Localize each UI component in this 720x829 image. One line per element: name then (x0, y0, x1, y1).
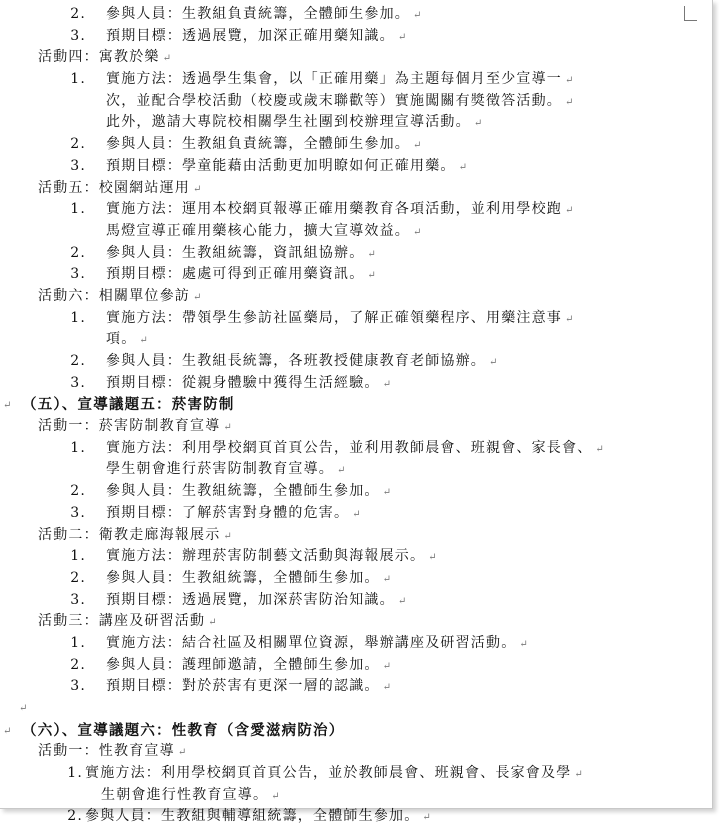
paragraph-mark: ↵ (397, 595, 407, 607)
paragraph-mark: ↵ (208, 617, 217, 629)
list-item-text (106, 91, 573, 114)
activity-title (38, 47, 171, 70)
list-item (0, 676, 712, 698)
activity-heading (0, 741, 712, 763)
paragraph-mark: ↵ (595, 443, 604, 455)
activity-title (38, 741, 186, 764)
list-item (0, 243, 712, 265)
paragraph-mark: ↵ (193, 183, 202, 195)
list-item-text-run: 實施方法：辦理菸害防制藝文活動與海報展示。 (106, 548, 426, 565)
list-item-text-run: 參與人員：生教組統籌，資訊組協辦。 (106, 244, 365, 261)
activity-heading (0, 416, 712, 438)
paragraph-mark: ↵ (574, 769, 583, 781)
list-item (0, 199, 712, 221)
list-item-text (106, 26, 406, 49)
activity-heading (0, 286, 712, 308)
list-item-text-run: 預期目標：學童能藉由活動更加明瞭如何正確用藥。 (106, 157, 456, 174)
activity-heading (0, 525, 712, 547)
list-item (0, 503, 712, 525)
list-item-text (106, 655, 391, 678)
list-item-text-run: 預期目標：處處可得到正確用藥資訊。 (106, 266, 365, 283)
list-item-number: 2. (70, 483, 86, 500)
list-item (0, 4, 712, 26)
section-heading (0, 394, 712, 416)
list-item-text (106, 308, 573, 331)
list-item (0, 568, 712, 590)
list-item-text (106, 199, 573, 222)
paragraph-mark: ↵ (565, 96, 574, 108)
paragraph-mark: ↵ (223, 530, 232, 542)
list-item-text-run: 參與人員：生教組統籌，全體師生參加。 (106, 483, 380, 500)
paragraph-mark: ↵ (382, 682, 391, 694)
list-item-text (106, 243, 376, 266)
list-item-text-run: 預期目標：透過展覽，加深菸害防治知識。 (106, 591, 395, 608)
list-item-number: 1. (70, 548, 86, 565)
list-item-text (106, 676, 391, 699)
activity-title (38, 416, 232, 439)
list-item-number: 2. (70, 353, 86, 369)
list-item-number: 2. (70, 6, 86, 22)
activity-title (38, 178, 201, 201)
list-item (0, 438, 712, 460)
list-item-number: 2. (70, 244, 86, 261)
activity-title (38, 525, 232, 548)
list-item-text (106, 351, 497, 374)
list-item-text-run: 實施方法：透過學生集會，以「正確用藥」為主題每個月至少宣導一 (106, 71, 562, 88)
list-item (0, 351, 712, 373)
activity-title (38, 611, 217, 634)
list-item-text-run: 馬燈宣導正確用藥核心能力，擴大宣導效益。 (106, 222, 410, 239)
list-item-number: 2. (70, 569, 86, 586)
list-item (0, 308, 712, 330)
list-item-text (106, 112, 482, 135)
activity-title-text: 活動六：相關單位參訪 (38, 287, 190, 304)
list-item-number: 1. (70, 71, 86, 88)
list-item-text-run: 參與人員：生教組與輔導組統籌，全體師生參加。 (85, 808, 420, 825)
paragraph-mark: ↵ (422, 812, 431, 824)
list-item-text (106, 481, 391, 504)
paragraph-mark: ↵ (565, 313, 574, 325)
list-item-text (101, 785, 280, 808)
section-heading-text: （五）、宣導議題五：菸害防制 (22, 396, 235, 414)
paragraph-mark: ↵ (397, 31, 407, 43)
activity-title-text: 活動一：菸害防制教育宣導 (38, 418, 221, 435)
list-item-number: 3. (70, 591, 86, 608)
paragraph-mark: ↵ (565, 205, 574, 217)
list-item-continuation (0, 91, 712, 113)
list-item-continuation (0, 785, 712, 807)
list-item-number: 3. (70, 27, 86, 44)
paragraph-mark: ↵ (162, 53, 171, 65)
list-item-text-run: 參與人員：護理師邀請，全體師生參加。 (106, 656, 380, 673)
list-item-number: 2. (70, 656, 86, 673)
paragraph-mark: ↵ (413, 226, 422, 238)
list-item-text (85, 806, 431, 829)
list-item-continuation (0, 459, 712, 481)
paragraph-mark: ↵ (382, 378, 391, 390)
paragraph-mark: ↵ (139, 335, 148, 347)
document-body (0, 4, 712, 828)
list-item-continuation (0, 221, 712, 243)
list-item-text-run: 參與人員：生教組負責統籌，全體師生參加。 (106, 6, 410, 22)
activity-title-text: 活動二：衛教走廊海報展示 (38, 526, 221, 543)
activity-title-text: 活動四：寓教於樂 (38, 49, 160, 66)
paragraph-mark: ↵ (413, 140, 422, 152)
paragraph-mark: ↵ (413, 10, 422, 21)
list-item (0, 264, 712, 286)
list-item-text (106, 156, 467, 179)
paragraph-mark: ↵ (367, 248, 376, 260)
list-item-text-run: 參與人員：生教組統籌，全體師生參加。 (106, 569, 380, 586)
list-item-number: 1. (70, 439, 86, 456)
list-item-number: 2. (70, 136, 86, 153)
list-item-number: 1. (67, 765, 83, 782)
list-item-number: 1. (70, 634, 86, 651)
list-item-text (106, 329, 148, 352)
list-item (0, 26, 712, 48)
paragraph-mark: ↵ (3, 400, 12, 412)
paragraph-mark: ↵ (565, 75, 574, 87)
paragraph-mark: ↵ (337, 465, 346, 477)
list-item (0, 633, 712, 655)
activity-heading (0, 611, 712, 633)
list-item (0, 806, 712, 828)
list-item (0, 373, 712, 395)
paragraph-mark: ↵ (519, 638, 528, 650)
paragraph-mark: ↵ (382, 573, 391, 585)
paragraph-mark: ↵ (428, 552, 437, 564)
list-item-text (106, 590, 406, 613)
list-item (0, 156, 712, 178)
paragraph-mark: ↵ (271, 790, 280, 802)
blank-paragraph (0, 698, 712, 720)
list-item-text (106, 546, 437, 569)
paragraph-mark: ↵ (223, 422, 232, 434)
list-item-text (106, 459, 345, 482)
activity-heading (0, 178, 712, 200)
paragraph-mark: ↵ (367, 270, 376, 282)
list-item (0, 134, 712, 156)
paragraph-mark: ↵ (19, 703, 28, 714)
activity-title-text: 活動三：講座及研習活動 (38, 613, 206, 630)
list-item-text (106, 134, 421, 157)
list-item-number: 3. (70, 157, 86, 174)
paragraph-mark: ↵ (3, 725, 12, 737)
list-item-text-run: 次，並配合學校活動（校慶或歲末聯歡等）實施闖關有獎徵答活動。 (106, 92, 562, 109)
list-item-text-run: 實施方法：利用學校網頁首頁公告，並利用教師晨會、班親會、家長會、 (106, 439, 593, 456)
paragraph-mark: ↵ (352, 508, 361, 520)
list-item (0, 590, 712, 612)
list-item-number: 3. (70, 678, 86, 695)
paragraph-mark: ↵ (382, 660, 391, 672)
list-item (0, 655, 712, 677)
list-item-text (106, 69, 573, 92)
activity-title-text: 活動一：性教育宣導 (38, 743, 175, 760)
list-item (0, 546, 712, 568)
list-item-text (106, 633, 528, 656)
list-item-continuation (0, 112, 712, 134)
list-item-number: 1. (70, 201, 86, 218)
activity-title-text: 活動五：校園網站運用 (38, 179, 190, 196)
list-item-text-run: 預期目標：了解菸害對身體的危害。 (106, 504, 350, 521)
list-item-text-run: 參與人員：生教組負責統籌，全體師生參加。 (106, 136, 410, 153)
list-item-text (85, 763, 583, 786)
list-item (0, 69, 712, 91)
list-item-text-run: 預期目標：對於菸害有更深一層的認識。 (106, 678, 380, 695)
list-item-text (106, 221, 421, 244)
list-item-text-run: 學生朝會進行菸害防制教育宣導。 (106, 461, 334, 478)
paragraph-mark: ↵ (489, 357, 498, 368)
list-item-number: 1. (70, 309, 86, 326)
paragraph-mark: ↵ (382, 487, 391, 499)
list-item-text (106, 568, 391, 591)
list-item-text-run: 實施方法：利用學校網頁首頁公告，並於教師晨會、班親會、長家會及學 (85, 765, 572, 782)
list-item-text-run: 生朝會進行性教育宣導。 (101, 786, 269, 803)
list-item-text (106, 373, 391, 396)
list-item-text-run: 預期目標：透過展覽，加深正確用藥知識。 (106, 27, 395, 44)
list-item-text-run: 參與人員：生教組長統籌，各班教授健康教育老師協辦。 (106, 353, 486, 369)
list-item (0, 481, 712, 503)
list-item-text-run: 預期目標：從親身體驗中獲得生活經驗。 (106, 374, 380, 391)
list-item-number: 2. (67, 808, 83, 825)
section-heading (0, 720, 712, 742)
list-item-text (106, 503, 361, 526)
list-item-text (106, 264, 376, 287)
list-item-text-run: 實施方法：帶領學生參訪社區藥局，了解正確領藥程序、用藥注意事 (106, 309, 562, 326)
list-item (0, 763, 712, 785)
activity-heading (0, 47, 712, 69)
paragraph-mark: ↵ (458, 161, 467, 173)
paragraph-mark: ↵ (177, 747, 187, 759)
paragraph-mark: ↵ (473, 118, 483, 130)
list-item-text-run: 項。 (106, 331, 137, 348)
list-item-text (106, 4, 421, 27)
list-item-text-run: 此外，邀請大專院校相關學生社團到校辦理宣導活動。 (106, 114, 471, 131)
section-heading-text: （六）、宣導議題六：性教育（含愛滋病防治） (22, 721, 345, 739)
activity-title (38, 286, 201, 309)
list-item-text-run: 實施方法：結合社區及相關單位資源，舉辦講座及研習活動。 (106, 634, 517, 651)
list-item-text-run: 實施方法：運用本校網頁報導正確用藥教育各項活動，並利用學校跑 (106, 201, 562, 218)
paragraph-mark: ↵ (193, 291, 202, 303)
list-item-number: 3. (70, 504, 86, 521)
list-item-number: 3. (70, 374, 86, 391)
list-item-text (106, 438, 604, 461)
list-item-continuation (0, 329, 712, 351)
list-item-number: 3. (70, 266, 86, 283)
